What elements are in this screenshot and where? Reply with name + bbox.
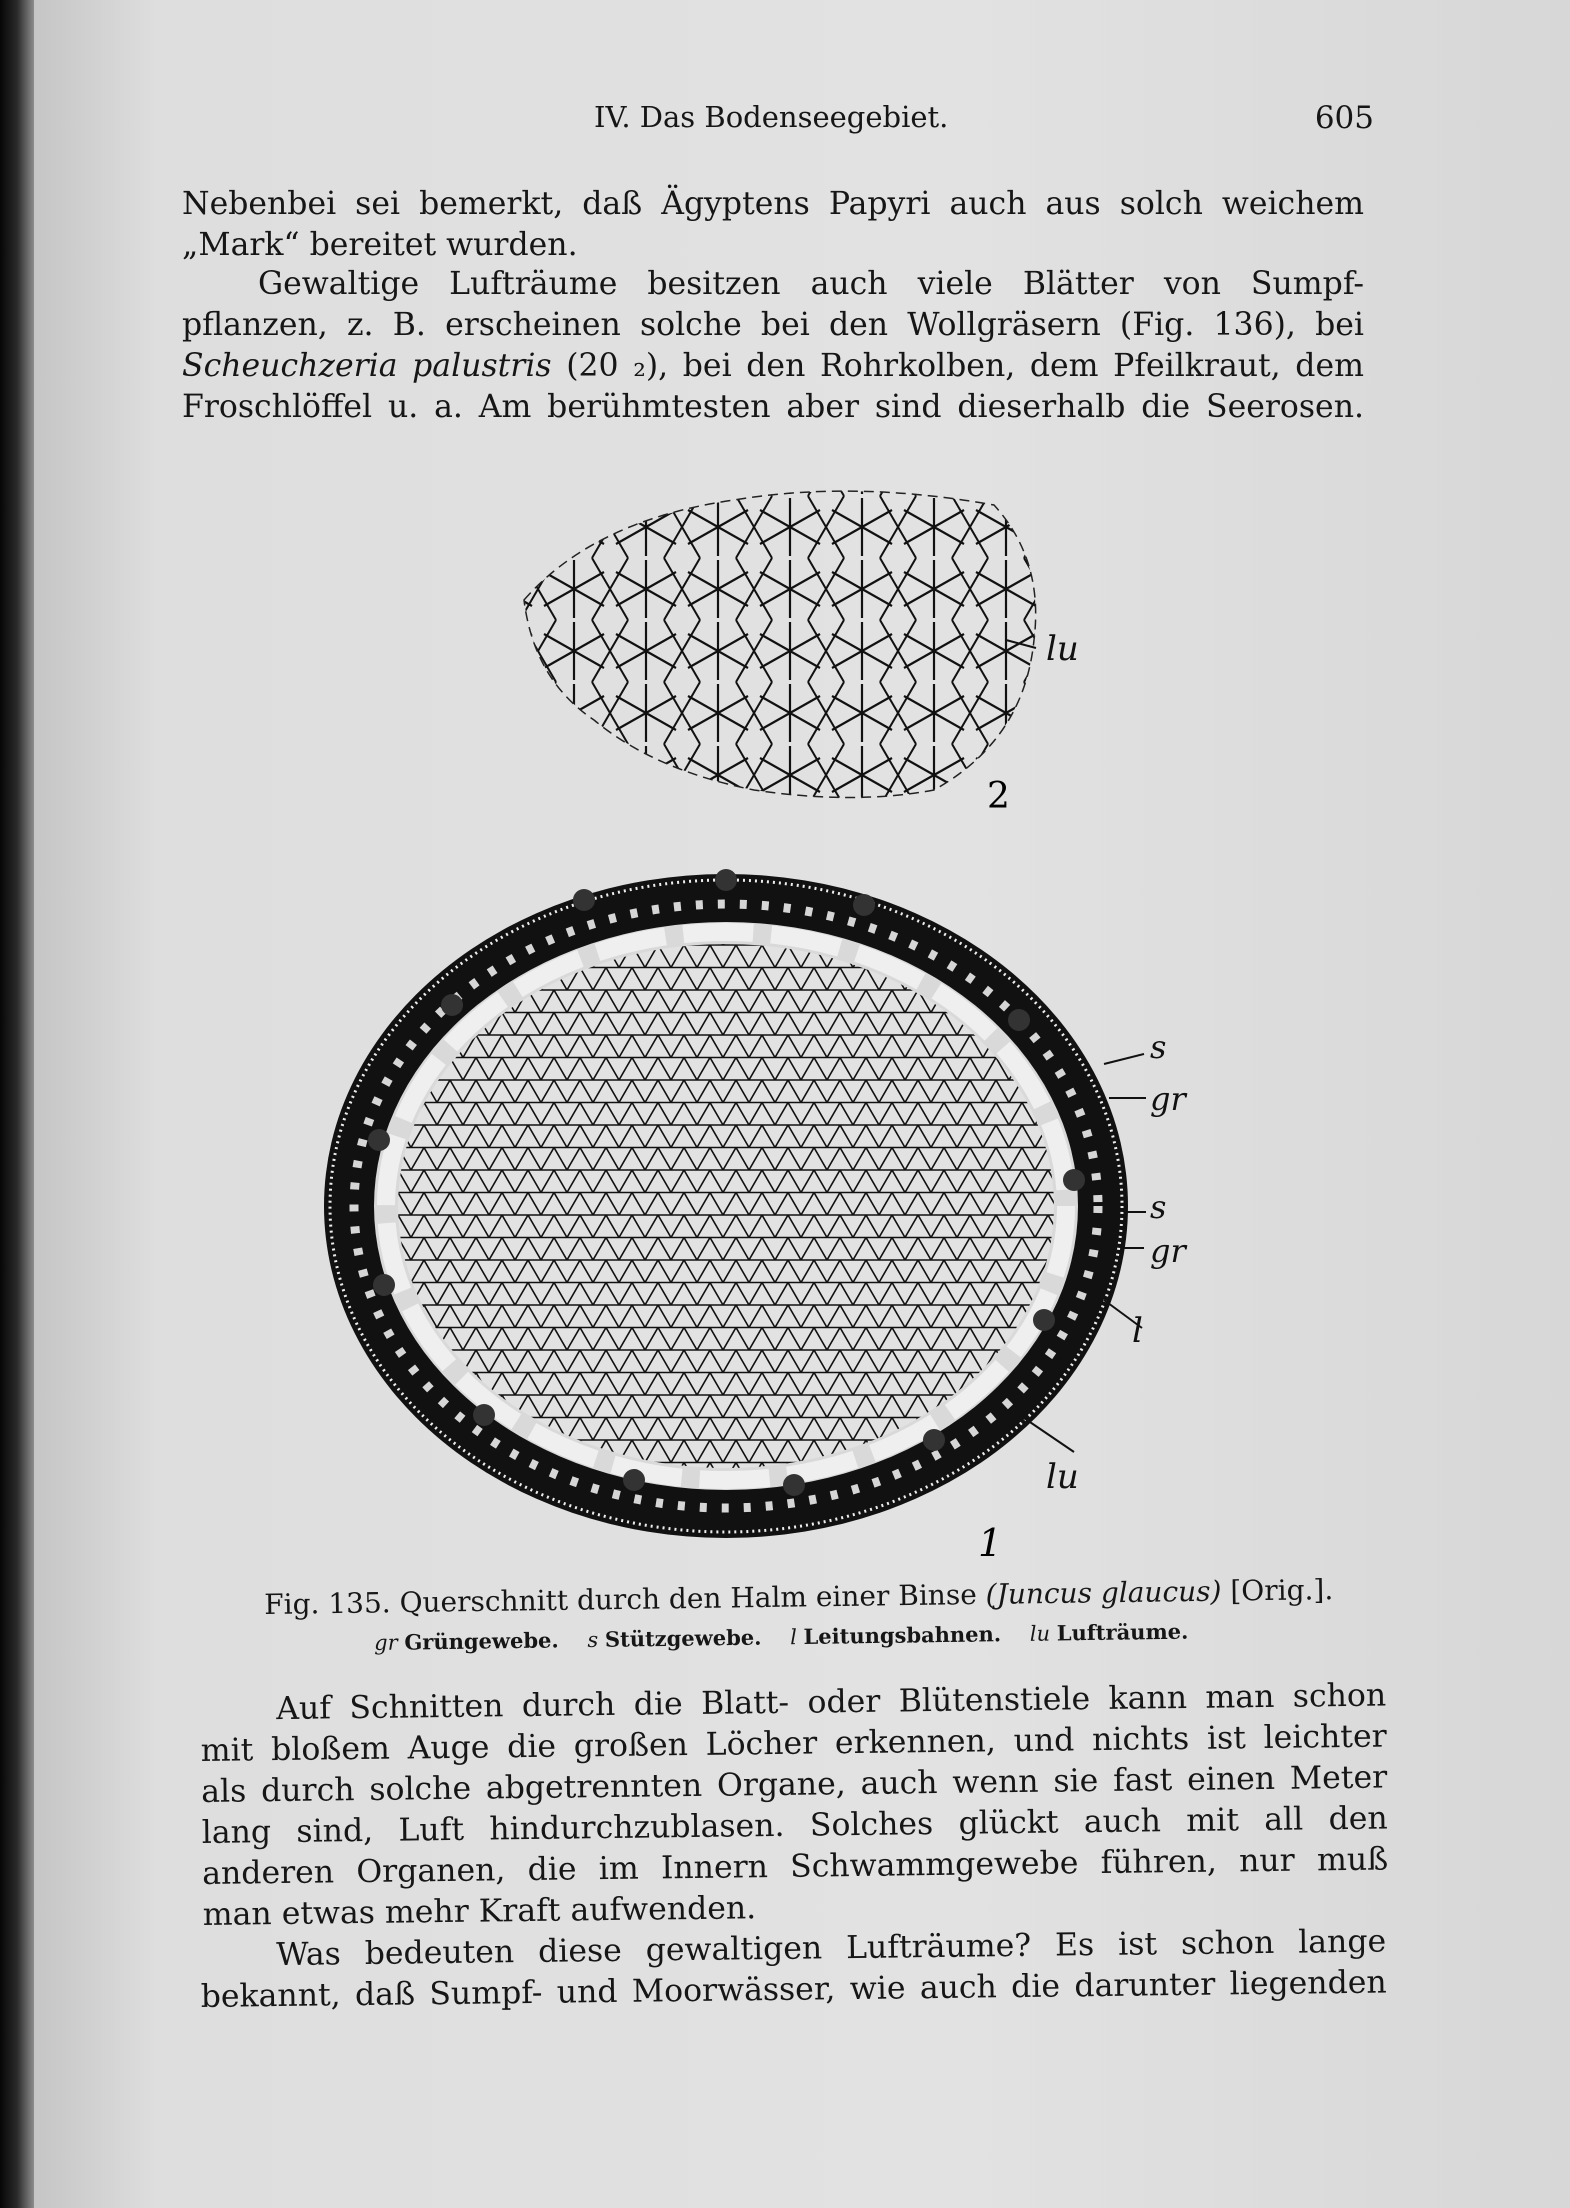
- legend-text: Stützgewebe.: [604, 1624, 762, 1652]
- book-page: [34, 0, 1570, 2208]
- vascular-bundle: [373, 1274, 395, 1296]
- label-s-lower: s: [1150, 1188, 1167, 1226]
- vascular-bundle: [623, 1469, 645, 1491]
- vascular-bundle: [368, 1129, 390, 1151]
- paragraph-question: [200, 1922, 1387, 2018]
- vascular-bundle: [853, 894, 875, 916]
- legend-text: Grüngewebe.: [404, 1627, 559, 1655]
- legend-item: [1030, 1620, 1189, 1646]
- text-line: Was bedeuten diese gewaltigen Lufträume? Es ist schon lange: [276, 1923, 1387, 1974]
- text-line-rest: , bei den Rohrkolben, dem Pfeilkraut, dem: [658, 348, 1364, 384]
- vascular-bundle: [783, 1474, 805, 1496]
- text-line: lang sind, Luft hindurchzublasen. Solches glückt auch mit all den: [201, 1800, 1388, 1851]
- legend-abbr: lu: [1029, 1621, 1051, 1646]
- vascular-bundle: [573, 889, 595, 911]
- page-number: 605: [1314, 100, 1374, 136]
- detail-label-number: 2: [987, 776, 1010, 817]
- legend-item: [790, 1622, 1001, 1649]
- book-binding-shadow: [0, 0, 34, 2208]
- vascular-bundle: [441, 994, 463, 1016]
- text-line: man etwas mehr Kraft aufwenden.: [202, 1890, 757, 1933]
- text-line: mit bloßem Auge die großen Löcher erkennen, und nichts ist leichter: [200, 1718, 1387, 1769]
- text-line: Auf Schnitten durch die Blatt- oder Blütenstiele kann man schon: [276, 1677, 1387, 1728]
- label-s-upper: s: [1150, 1028, 1167, 1066]
- legend-abbr: gr: [374, 1630, 398, 1655]
- legend-abbr: s: [587, 1627, 599, 1653]
- legend-abbr: l: [789, 1625, 798, 1650]
- vascular-bundle: [1033, 1309, 1055, 1331]
- legend-item: [374, 1628, 559, 1655]
- label-gr-upper: gr: [1150, 1080, 1186, 1118]
- caption-prefix: Fig. 135. Querschnitt durch den Halm einer Binse: [264, 1578, 977, 1621]
- rush-stem-cross-section: [324, 869, 1187, 1565]
- legend-text: Leitungsbahnen.: [803, 1621, 1002, 1650]
- vascular-bundle: [1063, 1169, 1085, 1191]
- text-line: als durch solche abgetrennten Organe, auch wenn sie fast einen Meter: [201, 1759, 1388, 1810]
- running-title: IV. Das Bodenseegebiet.: [594, 100, 949, 134]
- label-lu: lu: [1046, 1457, 1079, 1497]
- legend-text: Lufträume.: [1056, 1618, 1189, 1646]
- text-line: bekannt, daß Sumpf- und Moorwässer, wie auch die darunter liegenden: [200, 1964, 1387, 2015]
- leader-line-lu: [1024, 1418, 1074, 1452]
- vascular-bundle: [715, 869, 737, 891]
- label-l: l: [1132, 1311, 1143, 1351]
- vascular-bundle: [923, 1429, 945, 1451]
- tissue-detail-drawing: [504, 480, 1079, 820]
- detail-label-lu: lu: [1046, 629, 1079, 669]
- reference: (20 ₂): [566, 348, 659, 384]
- text-line: pflanzen, z. B. erscheinen solche bei den Wollgräsern (Fig. 136), bei: [182, 307, 1364, 343]
- text-line: anderen Organen, die im Innern Schwammgewebe führen, nur muß: [202, 1841, 1389, 1892]
- section-label-number: 1: [978, 1521, 1003, 1565]
- label-gr-lower: gr: [1150, 1232, 1186, 1270]
- text-line: Nebenbei sei bemerkt, daß Ägyptens Papyri auch aus solch weichem: [182, 186, 1364, 222]
- text-line: Gewaltige Lufträume besitzen auch viele Blätter von Sumpf-: [258, 266, 1364, 302]
- leader-line-s: [1104, 1054, 1144, 1064]
- vascular-bundle: [1008, 1009, 1030, 1031]
- vascular-bundle: [473, 1404, 495, 1426]
- text-line: „Mark“ bereitet wurden.: [182, 227, 578, 263]
- caption-suffix: [Orig.].: [1230, 1573, 1334, 1608]
- stellate-tissue: [504, 480, 1064, 820]
- text-line: Froschlöffel u. a. Am berühmtesten aber sind dieserhalb die Seerosen.: [182, 389, 1364, 425]
- paragraph-cuts: [200, 1676, 1389, 1936]
- legend-item: [587, 1626, 761, 1652]
- species-name: Scheuchzeria palustris: [182, 348, 552, 384]
- caption-species: (Juncus glaucus): [985, 1574, 1222, 1611]
